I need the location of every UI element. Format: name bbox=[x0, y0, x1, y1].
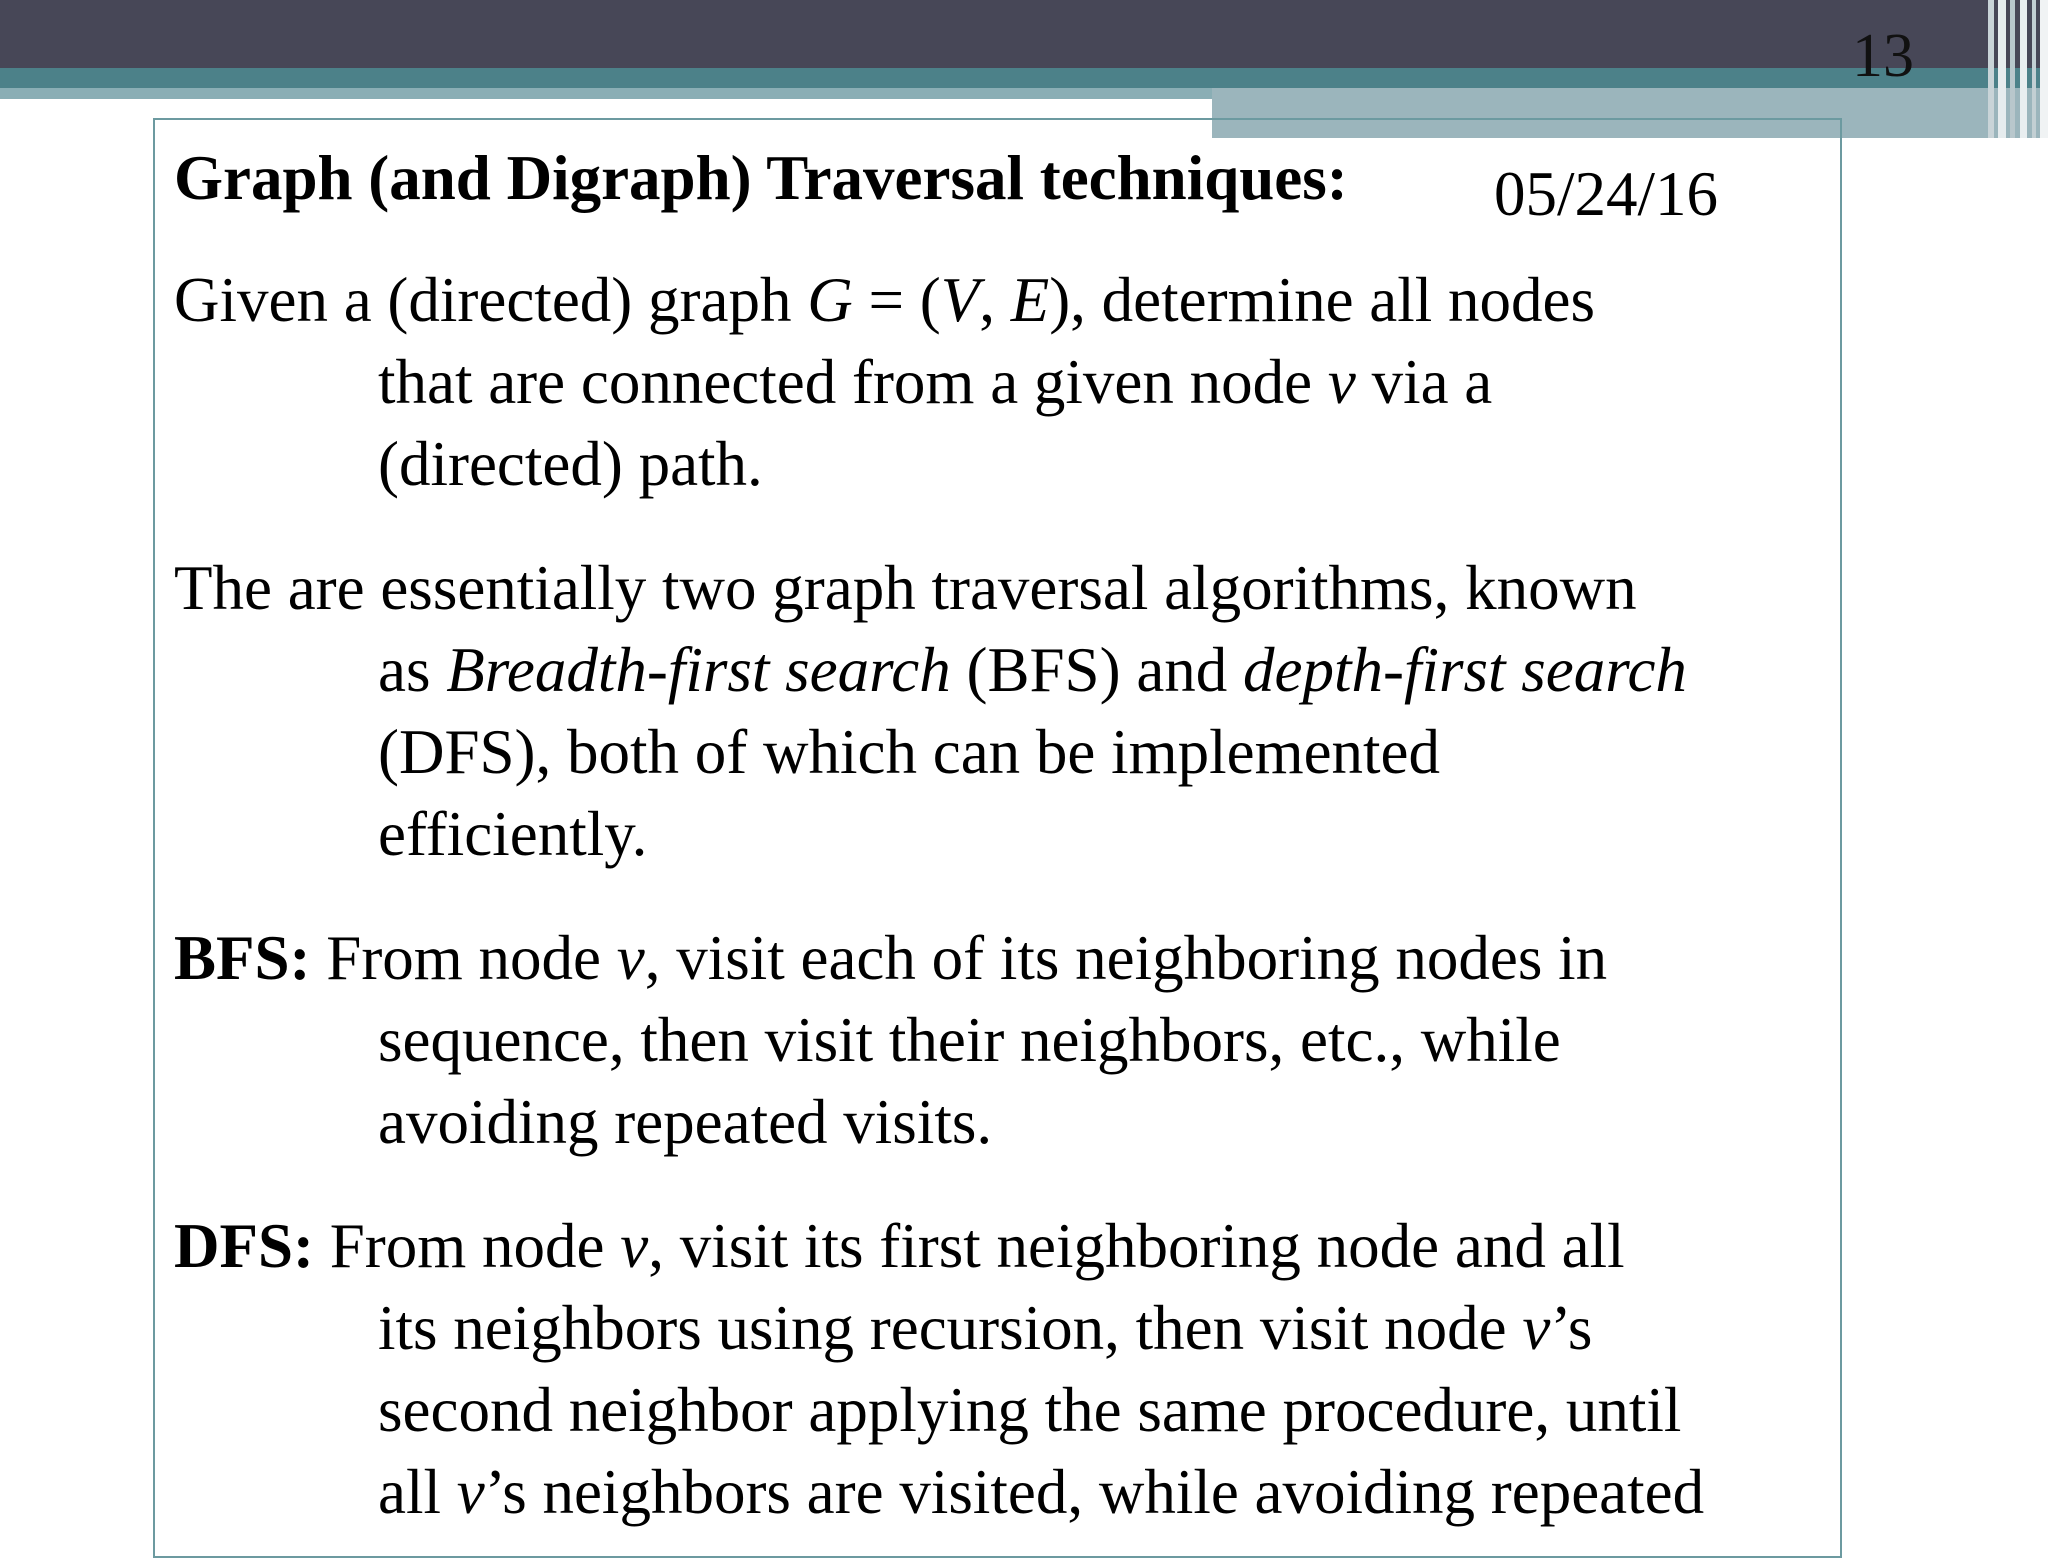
dfs-label: DFS: bbox=[174, 1211, 314, 1281]
header-band-light-teal bbox=[0, 88, 1212, 99]
header-band-dark bbox=[0, 0, 2048, 68]
slide-date: 05/24/16 bbox=[1494, 159, 1719, 229]
slide-number: 13 bbox=[1852, 22, 1914, 90]
paragraph2-line3: (DFS), both of which can be implemented bbox=[378, 717, 1441, 787]
paragraph2-line4: efficiently. bbox=[378, 799, 648, 869]
paragraph2-line1: The are essentially two graph traversal algorithms, known bbox=[174, 553, 1637, 623]
paragraph1-line2: that are connected from a given node v via a bbox=[378, 347, 1493, 417]
bfs-label: BFS: bbox=[174, 923, 311, 993]
paragraph2-line2: as Breadth-first search (BFS) and depth-first search bbox=[378, 635, 1687, 705]
dfs-line1: DFS: From node v, visit its first neighboring node and all bbox=[174, 1211, 1625, 1281]
header-stripes bbox=[1988, 0, 2048, 138]
bfs-line3: avoiding repeated visits. bbox=[378, 1087, 993, 1157]
bfs-term: Breadth-first search bbox=[446, 635, 951, 705]
bfs-line1: BFS: From node v, visit each of its neighboring nodes in bbox=[174, 923, 1608, 993]
paragraph1-line1: Given a (directed) graph G = (V, E), determine all nodes bbox=[174, 265, 1595, 335]
slide-title: Graph (and Digraph) Traversal techniques: bbox=[174, 143, 1348, 213]
bfs-line2: sequence, then visit their neighbors, etc., while bbox=[378, 1005, 1561, 1075]
dfs-line2: its neighbors using recursion, then visit node v’s bbox=[378, 1293, 1593, 1363]
dfs-line4: all v’s neighbors are visited, while avoiding repeated bbox=[378, 1457, 1705, 1527]
paragraph1-line3: (directed) path. bbox=[378, 429, 763, 499]
dfs-line3: second neighbor applying the same procedure, until bbox=[378, 1375, 1682, 1445]
dfs-term: depth-first search bbox=[1243, 635, 1687, 705]
header-band-teal bbox=[0, 68, 2048, 88]
